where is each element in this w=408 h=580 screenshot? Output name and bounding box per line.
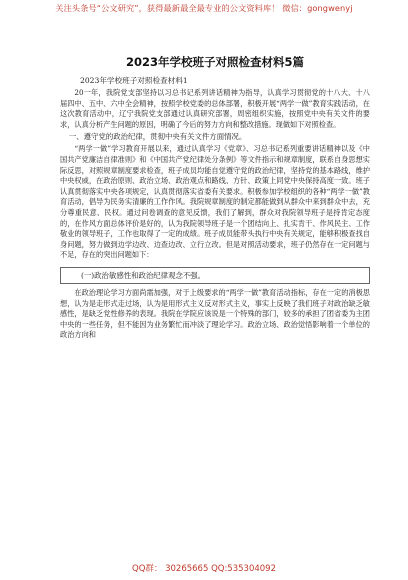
document-subtitle: 2023年学校班子对照检查材料1 — [80, 76, 188, 85]
promo-banner: 关注头条号“公文研究”，获得最新最全最专业的公文资料库！ 微信：gongwenyj — [55, 3, 353, 13]
paragraph-intro: 20一年，我院党支部坚持以习总书记系列讲话精神为指导，认真学习贯彻党的十八大、十八届四中、五中、六中全会精神，按照学校党委的总体部署，积极开展“两学一做”教育实践活动，在这次教育活动中，辽宁我院党支部通过认真研究部署，周密组织实施，按照党中央有关文件的要求，认真分析产生问题的原因，明确了今后的努力方向和整改措施。现做如下对照检查。 — [60, 88, 370, 129]
subsection-heading-boxed: (一)政治敏感性和政治纪律观念不强。 — [60, 267, 370, 284]
document-title: 2023年学校班子对照检查材料5篇 — [125, 55, 304, 69]
footer-contact: QQ群： 30265665 QQ:535304092 — [132, 564, 276, 574]
document-page — [60, 54, 370, 341]
section-heading: 一、遵守党的政治纪律，贯彻中央有关文件方面情况。 — [68, 132, 247, 142]
paragraph-body: “两学一做”学习教育开展以来，通过认真学习《党章》、习总书记系列重要讲话精神以及《中国共产党廉洁自律准则》和《中国共产党纪律处分条例》等文件指示和规章制度，联系自身思想实际反思，对照规章制度要求检查，班子成员均能自觉遵守党的政治纪律，坚持党的基本路线，维护中央权威，在政治原则、政治立场、政治观点和路线、方针、政策上同党中央保持高度一致。班子认真贯彻落实中央各项规定，认真贯彻落实省委有关要求。积极参加学校组织的各种“两学一做”教育活动，倡导为民务实清廉的工作作风。我院规章制度的制定都能做到从群众中来到群众中去，充分尊重民意、民权。通过问卷调查的意见反馈，我们了解到，群众对我院领导班子是持肯定态度的，在作风方面总体评价是好的，认为我院领导班子是一个团结向上、扎实肯干、作风民主、工作敬业的领导班子，工作也取得了一定的成绩。班子成员能带头执行中央有关规定，能够积极查找自身问题，努力做到边学边改、边查边改、立行立改。但是对照活动要求，班子仍然存在一定问题与不足，存在的突出问题如下： — [60, 144, 370, 260]
paragraph-continued: 在政治理论学习方面尚需加强，对于上级要求的“两学一做”教育活动指标，存在一定的消极思想，认为是走形式走过场，认为是用形式主义反对形式主义，事实上反映了我们班子对政治缺乏敏感性，是缺乏党性修养的表现。我院在学院应该说是一个特殊的部门，较多的承担了团省委为主团中央的一些任务，但不能因为业务繁忙而冲淡了理论学习。政治立场、政治觉悟影响着一个单位的政治方向和 — [60, 287, 370, 340]
